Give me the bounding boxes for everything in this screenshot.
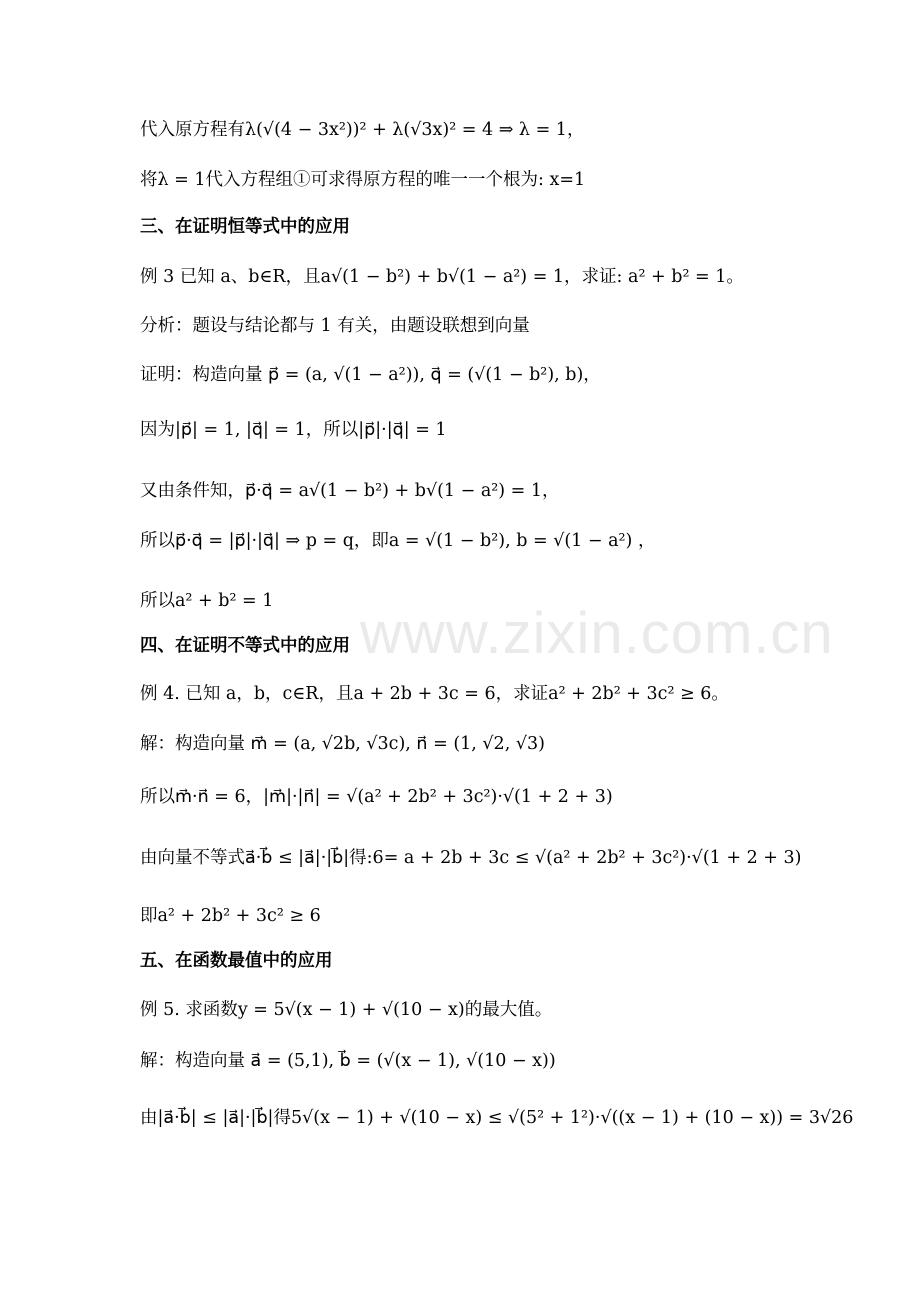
example-4-solution-inequality: 由向量不等式a⃗·b⃗ ≤ |a⃗|·|b⃗|得:6= a + 2b + 3c ≤ √(a² + 2b² + 3c²)·√(1 + 2 + 3) xyxy=(140,848,802,868)
example-3-analysis: 分析：题设与结论都与 1 有关，由题设联想到向量 xyxy=(140,316,530,336)
example-4-conclusion: 即a² + 2b² + 3c² ≥ 6 xyxy=(140,906,321,926)
example-4-statement: 例 4. 已知 a，b，c∈R，且a + 2b + 3c = 6，求证a² + 2b² + 3c² ≥ 6。 xyxy=(140,684,729,704)
example-4-solution-product: 所以m⃗·n⃗ = 6，|m⃗|·|n⃗| = √(a² + 2b² + 3c²)·√(1 + 2 + 3) xyxy=(140,787,613,807)
example-4-solution-vectors: 解：构造向量 m⃗ = (a, √2b, √3c), n⃗ = (1, √2, √3) xyxy=(140,734,545,754)
equation-line-substitute: 代入原方程有λ(√(4 − 3x²))² + λ(√3x)² = 4 ⇒ λ = 1， xyxy=(140,120,585,140)
section-heading-extremum: 五、在函数最值中的应用 xyxy=(140,951,333,971)
example-3-proof-dot-product: 又由条件知，p⃗·q⃗ = a√(1 − b²) + b√(1 − a²) = 1， xyxy=(140,481,560,501)
example-3-proof-magnitudes: 因为|p⃗| = 1, |q⃗| = 1，所以|p⃗|·|q⃗| = 1 xyxy=(140,420,447,440)
watermark-text: www.zixin.com.cn xyxy=(360,601,834,666)
section-heading-identity: 三、在证明恒等式中的应用 xyxy=(140,217,350,237)
example-5-statement: 例 5. 求函数y = 5√(x − 1) + √(10 − x)的最大值。 xyxy=(140,1000,553,1020)
example-5-solution-vectors: 解：构造向量 a⃗ = (5,1), b⃗ = (√(x − 1), √(10 − x)) xyxy=(140,1051,556,1071)
text-line-unique-root: 将λ = 1代入方程组①可求得原方程的唯一一个根为: x=1 xyxy=(140,170,586,190)
example-3-conclusion: 所以a² + b² = 1 xyxy=(140,591,274,611)
example-3-proof-vectors: 证明：构造向量 p⃗ = (a, √(1 − a²)), q⃗ = (√(1 − b²), b)， xyxy=(140,365,601,385)
example-3-proof-equality: 所以p⃗·q⃗ = |p⃗|·|q⃗| ⇒ p = q，即a = √(1 − b²), b = √(1 − a²) ， xyxy=(140,531,656,551)
example-3-statement: 例 3 已知 a、b∈R，且a√(1 − b²) + b√(1 − a²) = 1，求证: a² + b² = 1。 xyxy=(140,267,744,287)
example-5-solution-inequality: 由|a⃗·b⃗| ≤ |a⃗|·|b⃗|得5√(x − 1) + √(10 − x) ≤ √(5² + 1²)·√((x − 1) + (10 − x)) = 3√26 xyxy=(140,1108,854,1128)
section-heading-inequality: 四、在证明不等式中的应用 xyxy=(140,636,350,656)
